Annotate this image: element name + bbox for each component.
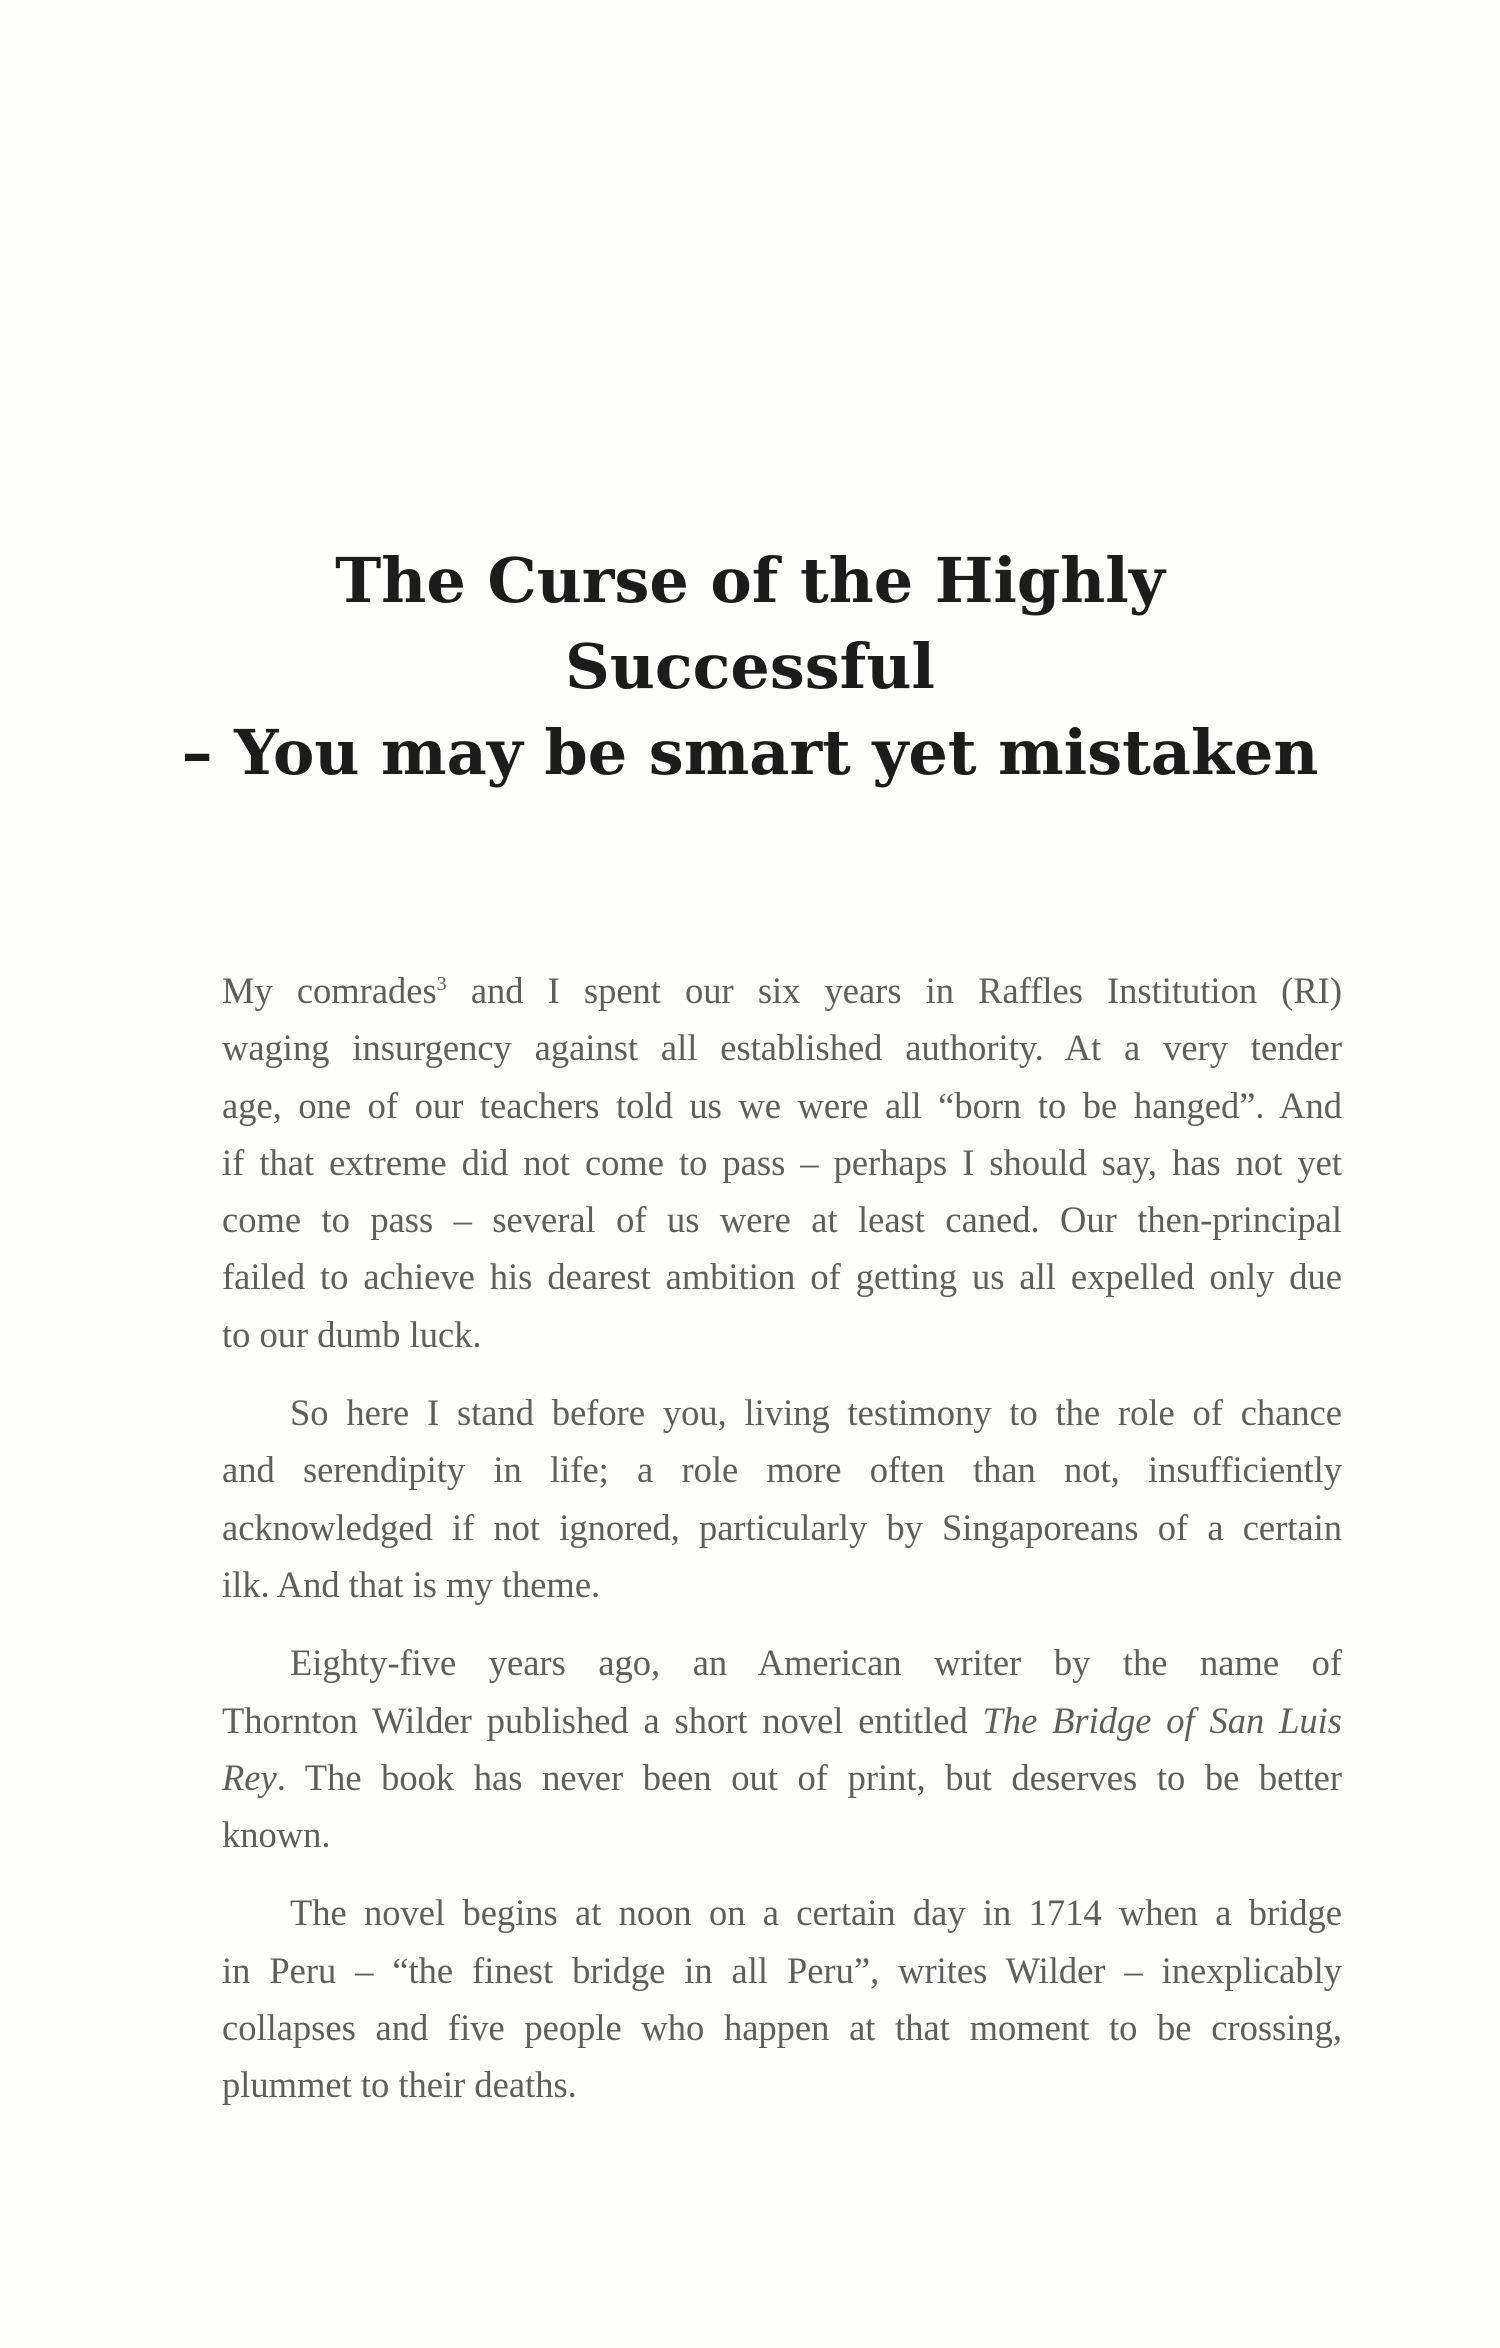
text-line: The novel begins at noon on a certain day in 1714 when a bridge	[290, 1892, 1342, 1934]
text-line: to our dumb luck.	[222, 1313, 482, 1355]
chapter-body	[222, 962, 1342, 2135]
text-line: Eighty-five years ago, an American writer by the name of	[290, 1642, 1342, 1684]
text-line: if that extreme did not come to pass – perhaps I should say, has not yet	[222, 1141, 1342, 1183]
text-line: collapses and five people who happen at that moment to be crossing,	[222, 2007, 1342, 2049]
paragraph-2	[222, 1384, 1342, 1613]
chapter-title-line-1: The Curse of the Highly Successful	[335, 544, 1165, 703]
text-line: So here I stand before you, living testimony to the role of chance	[290, 1392, 1342, 1434]
text-line: and serendipity in life; a role more often than not, insufficiently	[222, 1449, 1342, 1491]
book-title: The Bridge of San Luis	[982, 1699, 1342, 1741]
paragraph-3	[222, 1634, 1342, 1863]
text-line: Thornton Wilder published a short novel entitled The Bridge of San Luis	[222, 1699, 1342, 1741]
text-line: failed to achieve his dearest ambition of getting us all expelled only due	[222, 1256, 1342, 1298]
text-line: age, one of our teachers told us we were all “born to be hanged”. And	[222, 1084, 1342, 1126]
text-line: acknowledged if not ignored, particularly by Singaporeans of a certain	[222, 1506, 1342, 1548]
text-line: plummet to their deaths.	[222, 2064, 577, 2106]
paragraph-1	[222, 962, 1342, 1363]
text-line: waging insurgency against all established authority. At a very tender	[222, 1027, 1342, 1069]
text-line: Rey. The book has never been out of print, but deserves to be better	[222, 1756, 1342, 1798]
text-line: come to pass – several of us were at least caned. Our then-principal	[222, 1199, 1342, 1241]
text-line: known.	[222, 1814, 331, 1856]
chapter-title-line-2: – You may be smart yet mistaken	[181, 716, 1319, 789]
text-line: ilk. And that is my theme.	[222, 1563, 601, 1605]
chapter-title	[150, 538, 1350, 796]
paragraph-4	[222, 1884, 1342, 2113]
book-title: Rey	[222, 1756, 277, 1798]
text-line: My comrades$^3$ and I spent our six years in Raffles Institution (RI)	[222, 970, 1342, 1011]
footnote-marker[interactable]: 3	[436, 972, 447, 995]
text-line: in Peru – “the finest bridge in all Peru”, writes Wilder – inexplicably	[222, 1949, 1342, 1991]
